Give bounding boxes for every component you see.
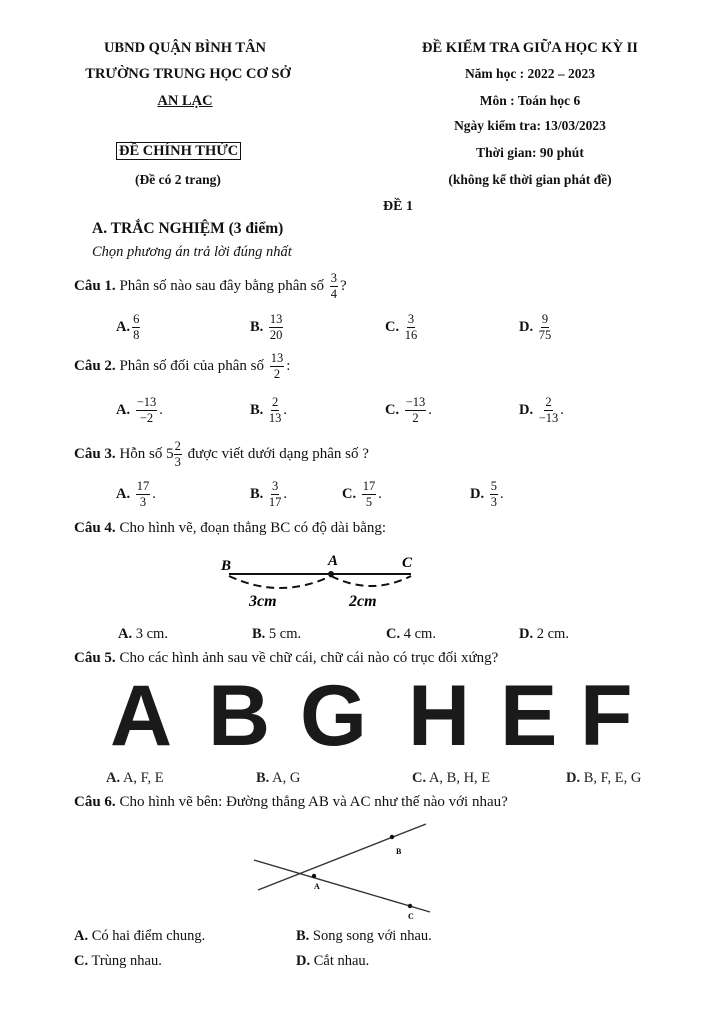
question-1-text: Phân số nào sau đây bằng phân số: [119, 277, 324, 294]
letter-f-image: F: [580, 668, 633, 764]
question-6-label: Câu 6.: [74, 794, 116, 810]
exam-date: Ngày kiểm tra: 13/03/2023: [454, 118, 606, 133]
exam-title: ĐỀ KIỂM TRA GIỮA HỌC KỲ II: [422, 40, 638, 56]
q3-option-a[interactable]: A. $\frac{17}{3}$ .: [116, 479, 156, 509]
question-5-text: Cho các hình ảnh sau về chữ cái, chữ cái nào có trục đối xứng?: [119, 650, 499, 666]
school-district: UBND QUẬN BÌNH TÂN: [103, 40, 267, 56]
school-name-line2: AN LẠC: [157, 93, 213, 109]
q1-option-c[interactable]: C. $\frac{3}{16}$: [385, 312, 418, 342]
question-2: Câu 2. Phân số đối của phân số $\frac{13}{2}$ :: [74, 351, 291, 381]
question-4: [74, 520, 386, 537]
section-title: A. TRẮC NGHIỆM (3 điểm): [92, 220, 284, 237]
point-a-label: A: [328, 553, 339, 569]
q2-option-c[interactable]: C. $\frac{-13}{2}$ .: [385, 395, 432, 425]
q5-option-d[interactable]: D. B, F, E, G: [566, 770, 642, 786]
question-6-text: Cho hình vẽ bên: Đường thẳng AB và AC như thế nào với nhau?: [119, 794, 508, 810]
point-a-dot: [312, 874, 316, 878]
question-2-fraction: $\frac{13}{2}$: [270, 351, 284, 381]
point-a-label: A: [314, 882, 320, 891]
question-5-label: Câu 5.: [74, 650, 116, 666]
q5-option-c[interactable]: C. A, B, H, E: [412, 770, 491, 786]
question-3-label: Câu 3.: [74, 445, 116, 462]
letter-a-image: A: [110, 668, 173, 764]
question-6: [74, 794, 508, 811]
question-2-text: Phân số đối của phân số: [119, 357, 265, 374]
school-name: TRƯỜNG TRUNG HỌC CƠ SỞ: [85, 66, 291, 82]
q2-option-b[interactable]: B. $\frac{2}{13}$ .: [250, 395, 288, 425]
line-ab: [258, 824, 426, 890]
q4-option-a[interactable]: A. 3 cm.: [118, 626, 168, 642]
question-2-label: Câu 2.: [74, 357, 116, 374]
question-1: Câu 1. Phân số nào sau đây bằng phân số $\frac{3}{4}$ ?: [74, 271, 347, 301]
section-instruction: Chọn phương án trả lời đúng nhất: [92, 244, 292, 260]
q3-option-c[interactable]: C. $\frac{17}{5}$ .: [342, 479, 382, 509]
length-ac-label: 2cm: [349, 593, 377, 610]
q6-option-b[interactable]: B. Song song với nhau.: [296, 928, 432, 944]
arc-ac: [331, 576, 411, 586]
question-5: [74, 650, 498, 667]
length-ba-label: 3cm: [249, 593, 277, 610]
question-4-label: Câu 4.: [74, 520, 116, 536]
mixed-number-whole: 5: [166, 445, 174, 462]
point-c-label: C: [402, 555, 413, 571]
q5-option-a[interactable]: A. A, F, E: [106, 770, 164, 786]
letter-b-image: B: [208, 668, 271, 764]
lines-figure: [250, 822, 440, 922]
point-b-label: B: [221, 558, 232, 574]
question-1-fraction: $\frac{3}{4}$: [330, 271, 337, 301]
q1-option-b[interactable]: B. $\frac{13}{20}$: [250, 312, 283, 342]
letter-e-image: E: [500, 668, 558, 764]
question-1-label: Câu 1.: [74, 277, 116, 294]
q3-option-d[interactable]: D. $\frac{5}{3}$ .: [470, 479, 504, 509]
exam-duration: Thời gian: 90 phút: [476, 145, 584, 160]
point-c-label: C: [408, 912, 414, 921]
official-stamp: ĐỀ CHÍNH THỨC: [116, 142, 241, 160]
subject: Môn : Toán học 6: [479, 93, 581, 108]
letter-g-image: G: [300, 668, 367, 764]
question-3: Câu 3. Hỗn số 5 $\frac{2}{3}$ được viết dưới dạng phân số ?: [74, 439, 369, 469]
point-c-dot: [408, 904, 412, 908]
segment-figure: [215, 548, 425, 612]
point-b-dot: [390, 835, 394, 839]
point-b-label: B: [396, 847, 402, 856]
q2-option-a[interactable]: A. $\frac{-13}{-2}$ .: [116, 395, 163, 425]
q4-option-d[interactable]: D. 2 cm.: [519, 626, 569, 642]
q2-option-d[interactable]: D. $\frac{2}{-13}$ .: [519, 395, 564, 425]
page-count: (Đề có 2 trang): [135, 172, 221, 187]
mixed-number-fraction: $\frac{2}{3}$: [174, 439, 181, 469]
q4-option-c[interactable]: C. 4 cm.: [386, 626, 436, 642]
exam-code: ĐỀ 1: [383, 199, 413, 214]
q6-option-a[interactable]: A. Có hai điểm chung.: [74, 928, 206, 944]
q4-option-b[interactable]: B. 5 cm.: [252, 626, 302, 642]
q6-option-c[interactable]: C. Trùng nhau.: [74, 953, 162, 969]
q6-option-d[interactable]: D. Cắt nhau.: [296, 953, 370, 969]
line-ac: [254, 860, 430, 912]
q1-option-d[interactable]: D. $\frac{9}{75}$: [519, 312, 552, 342]
q5-option-b[interactable]: B. A, G: [256, 770, 301, 786]
official-label: [116, 143, 241, 160]
arc-ba: [229, 576, 331, 588]
q3-option-b[interactable]: B. $\frac{3}{17}$ .: [250, 479, 288, 509]
question-4-text: Cho hình vẽ, đoạn thẳng BC có độ dài bằng:: [119, 520, 387, 536]
duration-note: (không kể thời gian phát đề): [448, 172, 612, 187]
school-year: Năm học : 2022 – 2023: [464, 66, 596, 81]
q1-option-a[interactable]: A. $\frac{6}{8}$: [116, 312, 140, 342]
letter-h-image: H: [408, 668, 471, 764]
